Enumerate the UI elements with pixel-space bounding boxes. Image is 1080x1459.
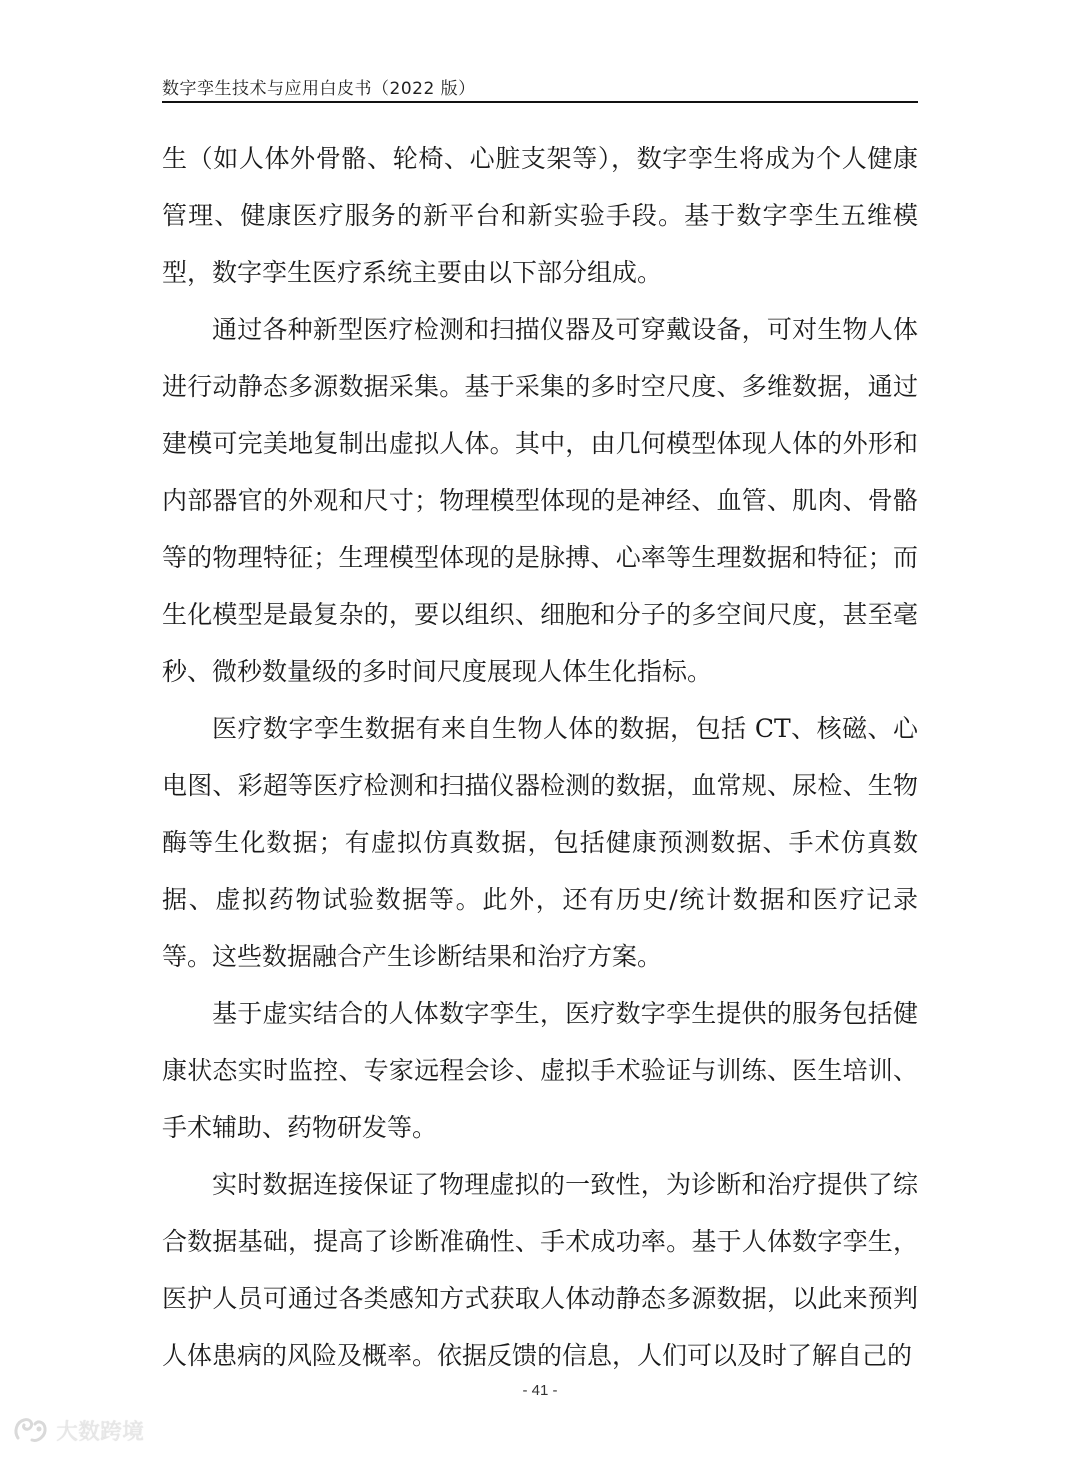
document-body [162,130,918,1384]
paragraph-4: 基于虚实结合的人体数字孪生，医疗数字孪生提供的服务包括健康状态实时监控、专家远程会诊、虚拟手术验证与训练、医生培训、手术辅助、药物研发等。 [162,999,918,1142]
paragraph-3: 医疗数字孪生数据有来自生物人体的数据，包括 CT、核磁、心电图、彩超等医疗检测和扫描仪器检测的数据，血常规、尿检、生物酶等生化数据；有虚拟仿真数据，包括健康预测数据、手术仿真数据、虚拟药物试验数据等。此外，还有历史/统计数据和医疗记录等。这些数据融合产生诊断结果和治疗方案。 [162,714,918,971]
header-divider [162,101,918,103]
page-number: - 41 - [522,1382,558,1399]
paragraph-1: 生（如人体外骨骼、轮椅、心脏支架等），数字孪生将成为个人健康管理、健康医疗服务的新平台和新实验手段。基于数字孪生五维模型，数字孪生医疗系统主要由以下部分组成。 [162,144,918,287]
paragraph-5: 实时数据连接保证了物理虚拟的一致性，为诊断和治疗提供了综合数据基础，提高了诊断准确性、手术成功率。基于人体数字孪生，医护人员可通过各类感知方式获取人体动静态多源数据，以此来预判人体患病的风险及概率。依据反馈的信息，人们可以及时了解自己的 [162,1170,918,1370]
watermark [12,1414,144,1446]
running-header: 数字孪生技术与应用白皮书（2022 版） [162,79,476,99]
watermark-logo-icon [12,1414,50,1446]
watermark-text: 大数跨境 [56,1419,145,1445]
paragraph-2: 通过各种新型医疗检测和扫描仪器及可穿戴设备，可对生物人体进行动静态多源数据采集。基于采集的多时空尺度、多维数据，通过建模可完美地复制出虚拟人体。其中，由几何模型体现人体的外形和内部器官的外观和尺寸；物理模型体现的是神经、血管、肌肉、骨骼等的物理特征；生理模型体现的是脉搏、心率等生理数据和特征；而生化模型是最复杂的，要以组织、细胞和分子的多空间尺度，甚至毫秒、微秒数量级的多时间尺度展现人体生化指标。 [162,315,918,686]
